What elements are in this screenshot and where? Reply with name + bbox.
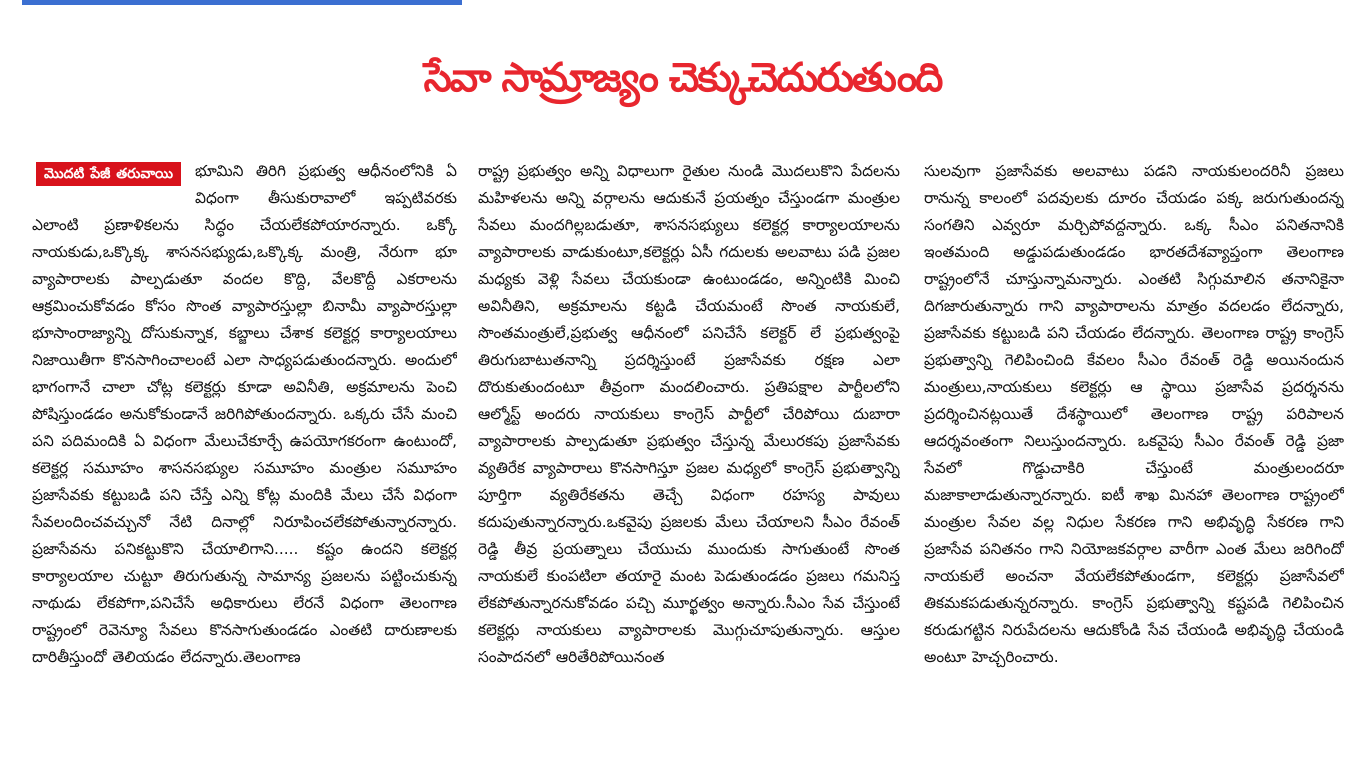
article-column-2	[478, 158, 900, 733]
continued-from-front-page-badge: మొదటి పేజీ తరువాయి	[36, 162, 181, 186]
article-column-1	[32, 158, 457, 733]
top-accent-bar	[22, 0, 462, 5]
column-text: రాష్ట్ర ప్రభుత్వం అన్ని విధాలుగా రైతుల నుండి మొదలుకొని పేదలను మహిళలను అన్ని వర్గాలను ఆదుకునే ప్రయత్నం చేస్తుండగా మంత్రుల సేవలు మందగిల్లబడుతూ, శాసనసభ్యులు కలెక్టర్ల కార్యాలయాలను వ్యాపారాలకు వాడుకుంటూ,కలెక్టర్లు ఏసీ గదులకు అలవాటు పడి ప్రజల మధ్యకు వెళ్లి సేవలు చేయకుండా ఉంటుండడం, అన్నింటికి మించి అవినీతిని, అక్రమాలను కట్టడి చేయమంటే సొంత నాయకులే, సొంతమంత్రులే,ప్రభుత్వ ఆధీనంలో పనిచేసే కలెక్టర్ లే ప్రభుత్వంపై తిరుగుబాటుతనాన్ని ప్రదర్శిస్తుంటే ప్రజాసేవకు రక్షణ ఎలా దొరుకుతుందంటూ తీవ్రంగా మందలించారు. ప్రతిపక్షాల పార్టీలలోని ఆల్మోస్ట్ అందరు నాయకులు కాంగ్రెస్ పార్టీలో చేరిపోయి దుబారా వ్యాపారాలకు పాల్పడుతూ ప్రభుత్వం చేస్తున్న మేలురకపు ప్రజాసేవకు వ్యతిరేక వ్యాపారాలు కొనసాగిస్తూ ప్రజల మధ్యలో కాంగ్రెస్ ప్రభుత్వాన్ని పూర్తిగా వ్యతిరేకతను తెచ్చే విధంగా రహస్య పావులు కదుపుతున్నారన్నారు.ఒకవైపు ప్రజలకు మేలు చేయాలని సీఎం రేవంత్ రెడ్డి తీవ్ర ప్రయత్నాలు చేయుచు ముందుకు సాగుతుంటే సొంత నాయకులే కుంపటిలా తయారై మంట పెడుతుండడం ప్రజలు గమనిస్త లేకపోతున్నారనుకోవడం పచ్చి మూర్ఖత్వం అన్నారు.సీఎం సేవ చేస్తుంటే కలెక్టర్లు నాయకులు వ్యాపారాలకు మొగ్గుచూపుతున్నారు. ఆస్తుల సంపాదనలో ఆరితేరిపోయినంత	[478, 162, 900, 666]
article-column-3	[924, 158, 1344, 733]
headline: సేవా సామ్రాజ్యం చెక్కుచెదురుతుంది	[423, 55, 942, 101]
column-text: సులవుగా ప్రజాసేవకు అలవాటు పడని నాయకులందరినీ ప్రజలు రానున్న కాలంలో పదవులకు దూరం చేయడం పక్క జరుగుతుందన్న సంగతిని ఎవ్వరూ మర్చిపోవద్దన్నారు. ఒక్క సీఎం పనితనానికి ఇంతమంది అడ్డుపడుతుండడం భారతదేశవ్యాప్తంగా తెలంగాణ రాష్ట్రంలోనే చూస్తున్నామన్నారు. ఎంతటి సిగ్గుమాలిన తనానికైనా దిగజారుతున్నారు గాని వ్యాపారాలను మాత్రం వదలడం లేదన్నారు, ప్రజాసేవకు కట్టుబడి పని చేయడం లేదన్నారు. తెలంగాణ రాష్ట్ర కాంగ్రెస్ ప్రభుత్వాన్ని గెలిపించింది కేవలం సీఎం రేవంత్ రెడ్డి అయినందున మంత్రులు,నాయకులు కలెక్టర్లు ఆ స్థాయి ప్రజాసేవ ప్రదర్శనను ప్రదర్శించినట్లయితే దేశస్థాయిలో తెలంగాణ రాష్ట్ర పరిపాలన ఆదర్శవంతంగా నిలుస్తుందన్నారు. ఒకవైపు సీఎం రేవంత్ రెడ్డి ప్రజా సేవలో గొడ్డుచాకిరి చేస్తుంటే మంత్రులందరూ మజాకాలాడుతున్నారన్నారు. ఐటీ శాఖ మినహా తెలంగాణ రాష్ట్రంలో మంత్రుల సేవల వల్ల నిధుల సేకరణ గాని అభివృద్ధి సేకరణ గాని ప్రజాసేవ పనితనం గాని నియోజకవర్గాల వారీగా ఎంత మేలు జరిగిందో నాయకులే అంచనా వేయలేకపోతుండగా, కలెక్టర్లు ప్రజాసేవలో తికమకపడుతున్నరన్నారు. కాంగ్రెస్ ప్రభుత్వాన్ని కష్టపడి గెలిపించిన కరుడుగట్టిన నిరుపేదలను ఆదుకోండి సేవ చేయండి అభివృద్ధి చేయండి అంటూ హెచ్చరించారు.	[924, 162, 1344, 666]
column-text: భూమిని తిరిగి ప్రభుత్వ ఆధీనంలోనికి ఏ విధంగా తీసుకురావాలో ఇప్పటివరకు ఎలాంటి ప్రణాళికలను సిద్ధం చేయలేకపోయారన్నారు. ఒక్కో నాయకుడు,ఒక్కొక్క శాసనసభ్యుడు,ఒక్కొక్క మంత్రి, నేరుగా భూ వ్యాపారాలకు పాల్పడుతూ వందల కొద్ది, వేలకొద్దీ ఎకరాలను ఆక్రమించుకోవడం కోసం సొంత వ్యాపారస్తుల్లా బినామీ వ్యాపారస్తుల్లా భూసాంరాజ్యాన్ని దోసుకున్నాక, కబ్జాలు చేశాక కలెక్టర్ల కార్యాలయాలు నిజాయితీగా కొనసాగించాలంటే ఎలా సాధ్యపడుతుందన్నారు. అందులో భాగంగానే చాలా చోట్ల కలెక్టర్లు కూడా అవినీతి, అక్రమాలను పెంచి పోషిస్తుండడం అనుకోకుండానే జరిగిపోతుందన్నారు. ఒక్కరు చేసే మంచి పని పదిమందికి ఏ విధంగా మేలుచేకూర్చే ఉపయోగకరంగా ఉంటుందో, కలెక్టర్ల సమూహం శాసనసభ్యుల సమూహం మంత్రుల సమూహం ప్రజాసేవకు కట్టుబడి పని చేస్తే ఎన్ని కోట్ల మందికి మేలు చేసే విధంగా సేవలందించవచ్చునో నేటి దినాల్లో నిరూపించలేకపోతున్నారన్నారు. ప్రజాసేవను పనికట్టుకొని చేయాలిగాని..... కష్టం ఉందని కలెక్టర్ల కార్యాలయాల చుట్టూ తిరుగుతున్న సామాన్య ప్రజలను పట్టించుకున్న నాథుడు లేకపోగా,పనిచేసే అధికారులు లేరనే విధంగా తెలంగాణ రాష్ట్రంలో రెవెన్యూ సేవలు కొనసాగుతుండడం ఎంతటి దారుణాలకు దారితీస్తుందో తెలియడం లేదన్నారు.తెలంగాణ	[32, 162, 457, 666]
